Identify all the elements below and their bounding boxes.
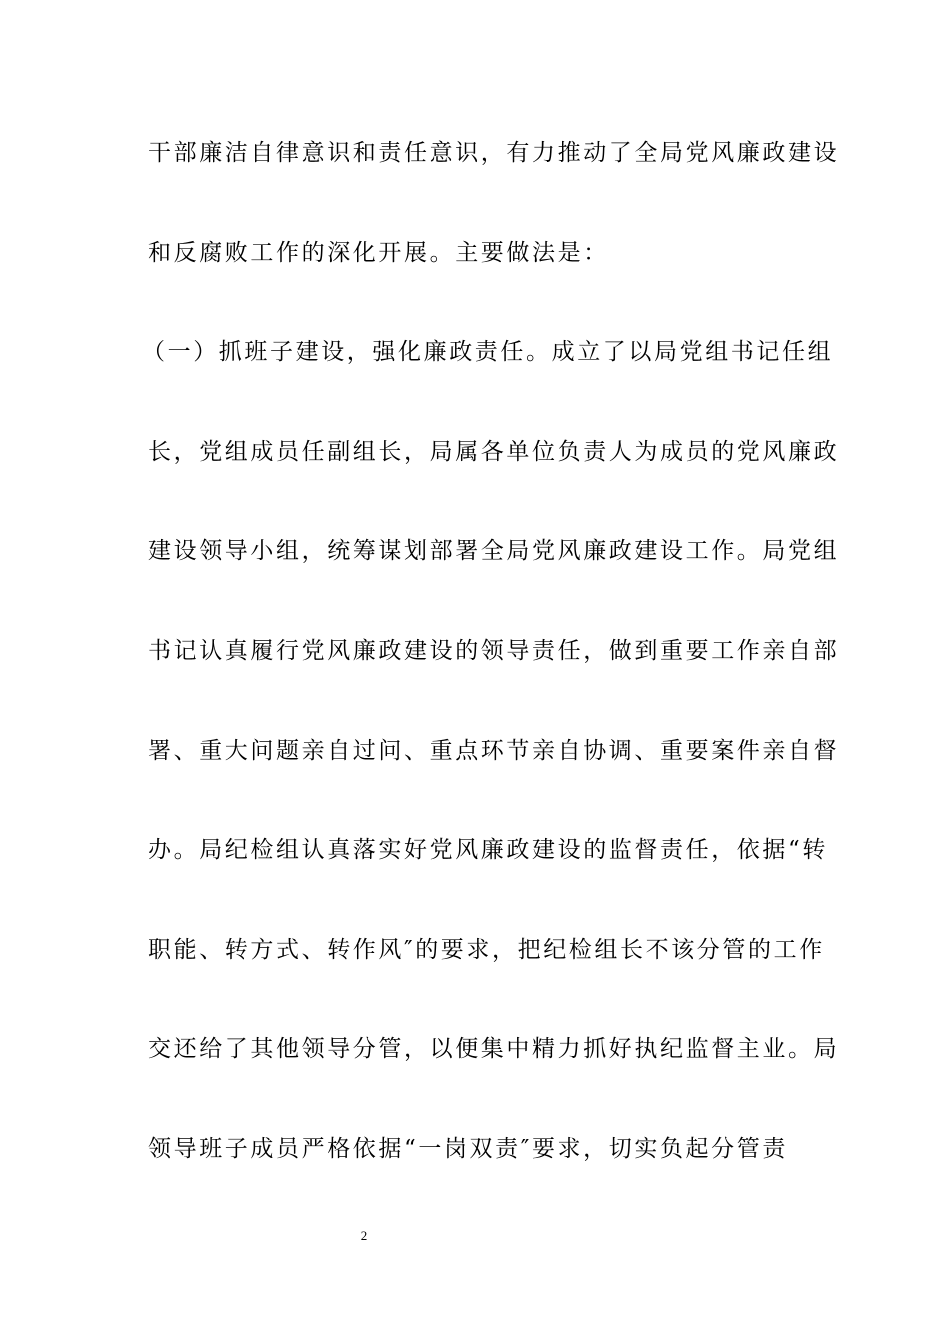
text-line: 职能、转方式、转作风″的要求，把纪检组长不该分管的工作: [148, 936, 825, 963]
text-line: 交还给了其他领导分管，以便集中精力抓好执纪监督主业。局: [148, 1036, 840, 1063]
text-line: 领导班子成员严格依据“一岗双责″要求，切实负起分管责: [148, 1135, 788, 1162]
page-number: 2: [360, 1228, 368, 1243]
text-line: 和反腐败工作的深化开展。主要做法是：: [148, 239, 609, 266]
text-line: （一）抓班子建设，强化廉政责任。成立了以局党组书记任组: [142, 339, 834, 366]
body-text: [142, 128, 840, 1224]
text-line: 建设领导小组，统筹谋划部署全局党风廉政建设工作。局党组: [148, 538, 840, 565]
text-line: 署、重大问题亲自过问、重点环节亲自协调、重要案件亲自督: [148, 737, 840, 764]
text-line: 办。局纪检组认真落实好党风廉政建设的监督责任，依据“转: [148, 837, 828, 864]
text-line: 长，党组成员任副组长，局属各单位负责人为成员的党风廉政: [148, 438, 840, 465]
text-line: 书记认真履行党风廉政建设的领导责任，做到重要工作亲自部: [148, 637, 840, 664]
text-line: 干部廉洁自律意识和责任意识，有力推动了全局党风廉政建设: [148, 140, 840, 166]
